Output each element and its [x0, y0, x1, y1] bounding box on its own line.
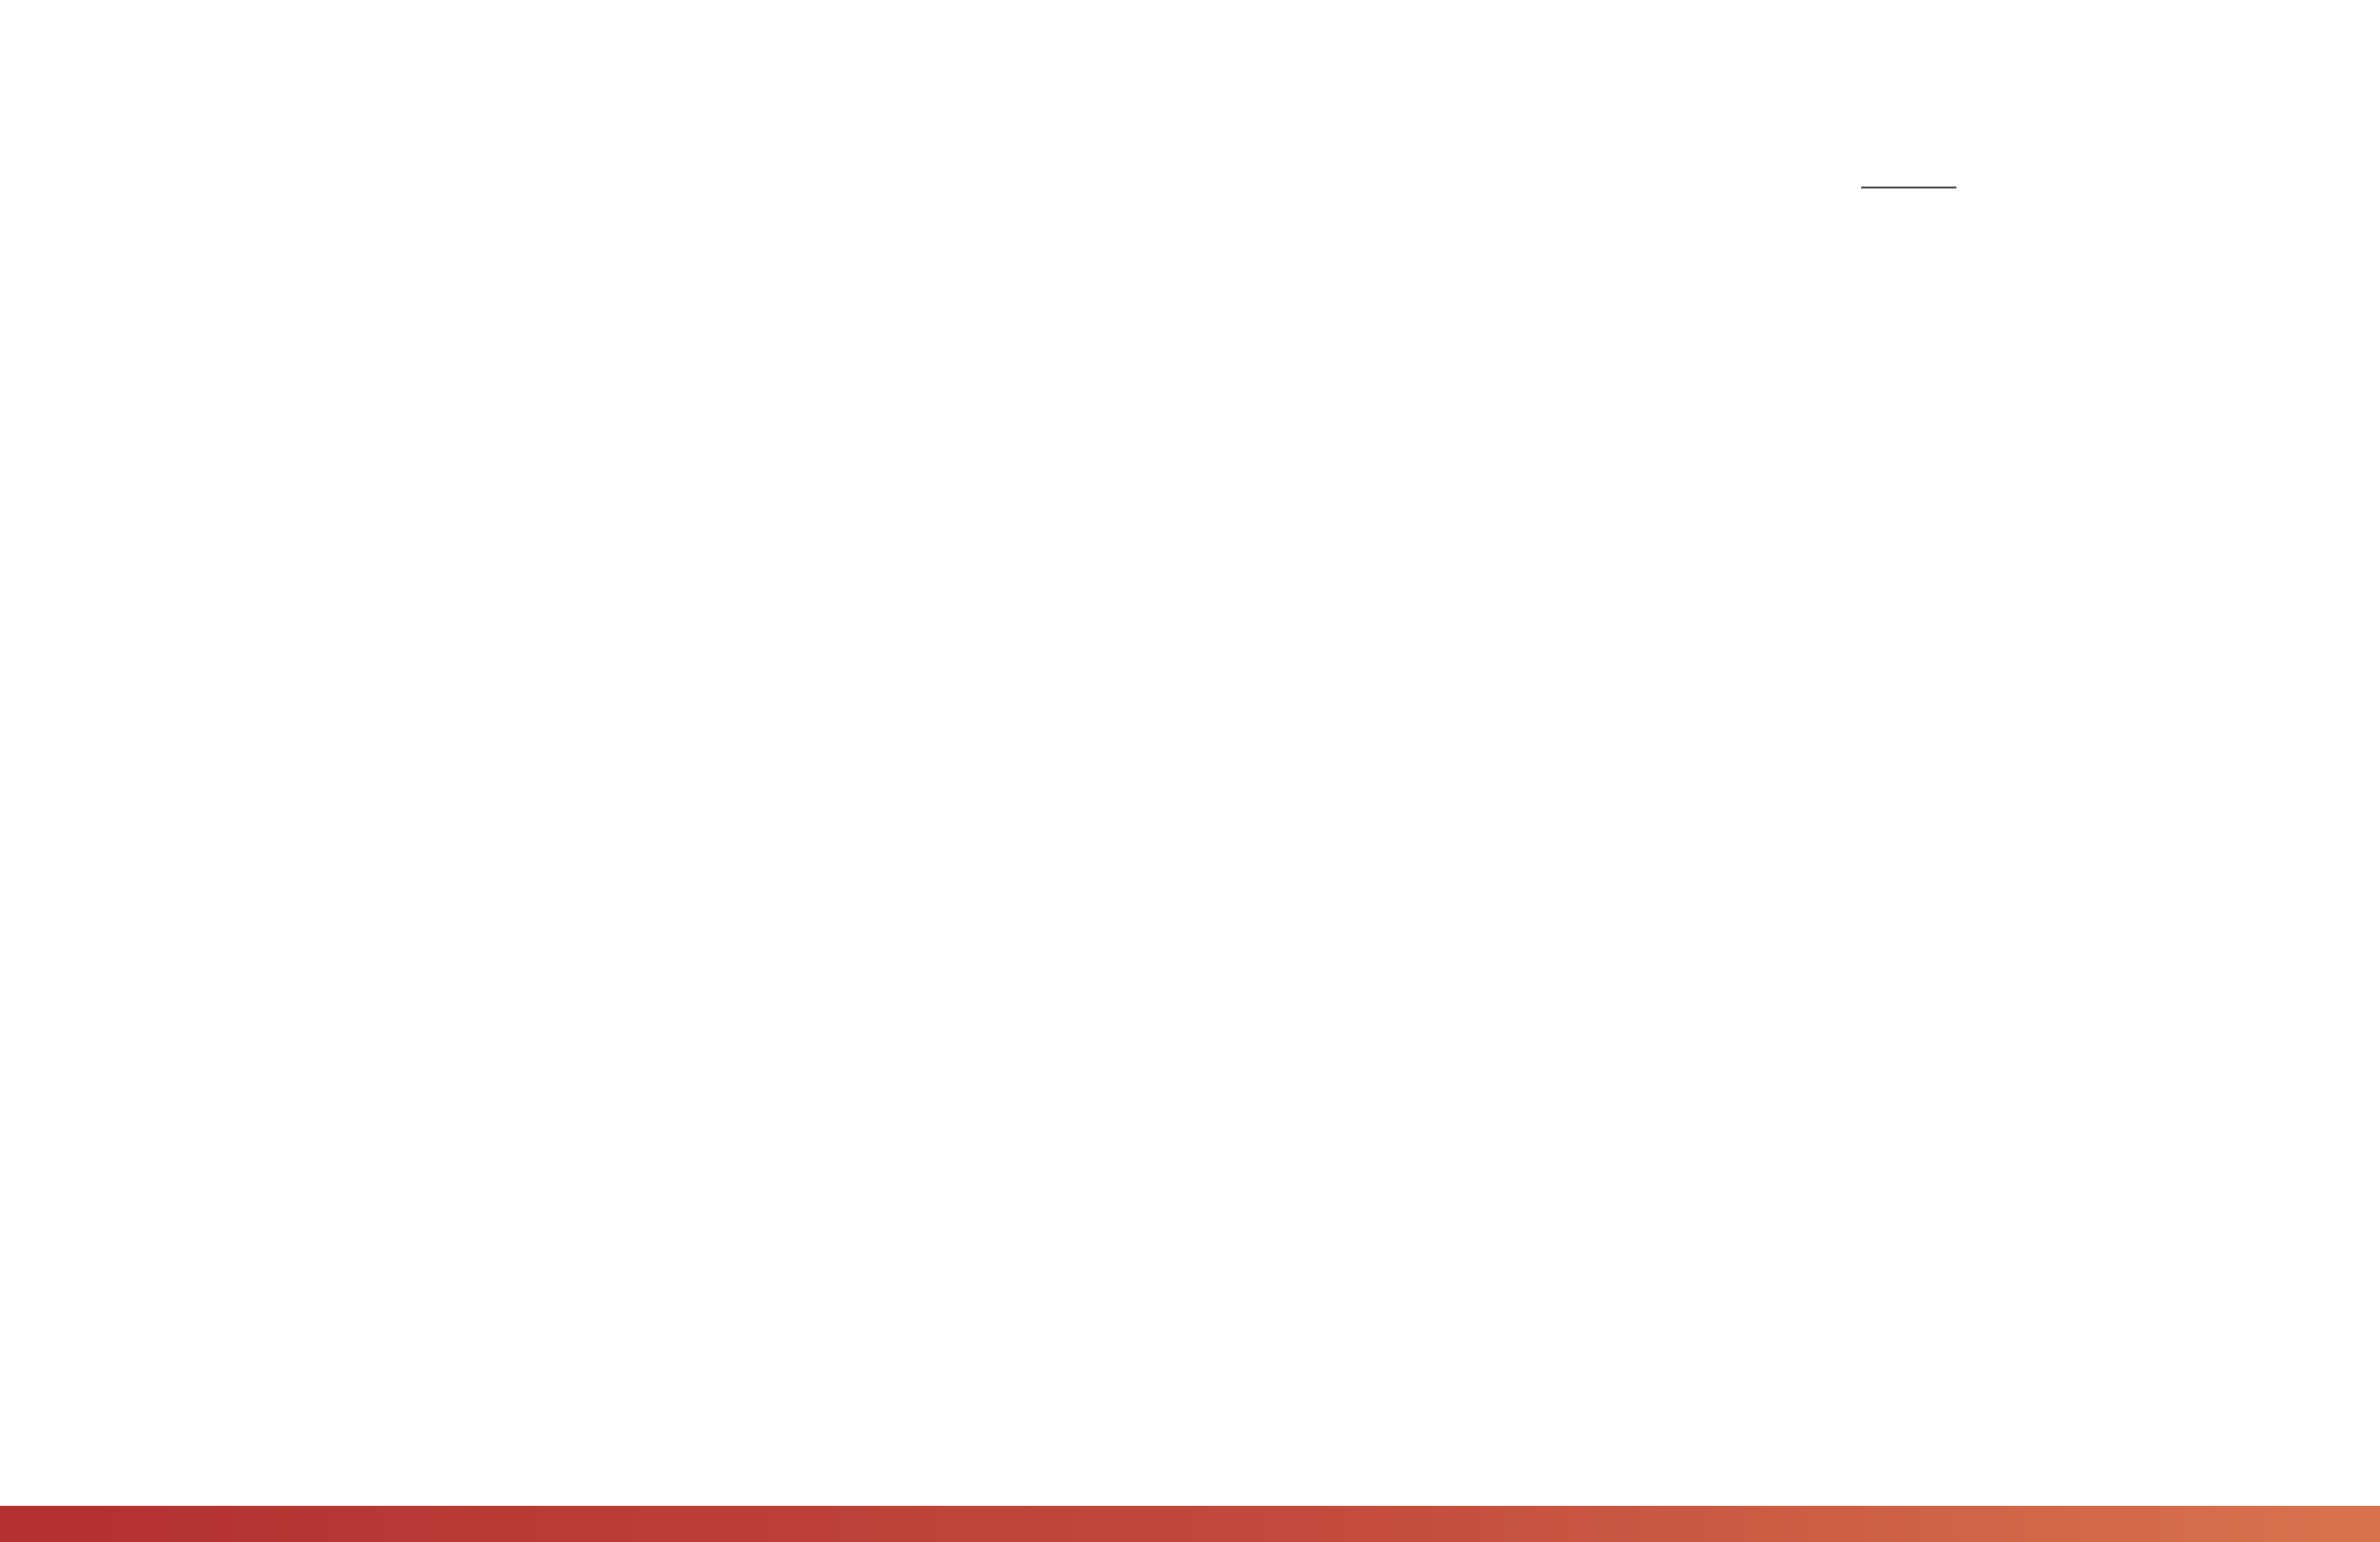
bottom-accent-band: [0, 1506, 2380, 1542]
signature-underline: [1861, 187, 1956, 188]
